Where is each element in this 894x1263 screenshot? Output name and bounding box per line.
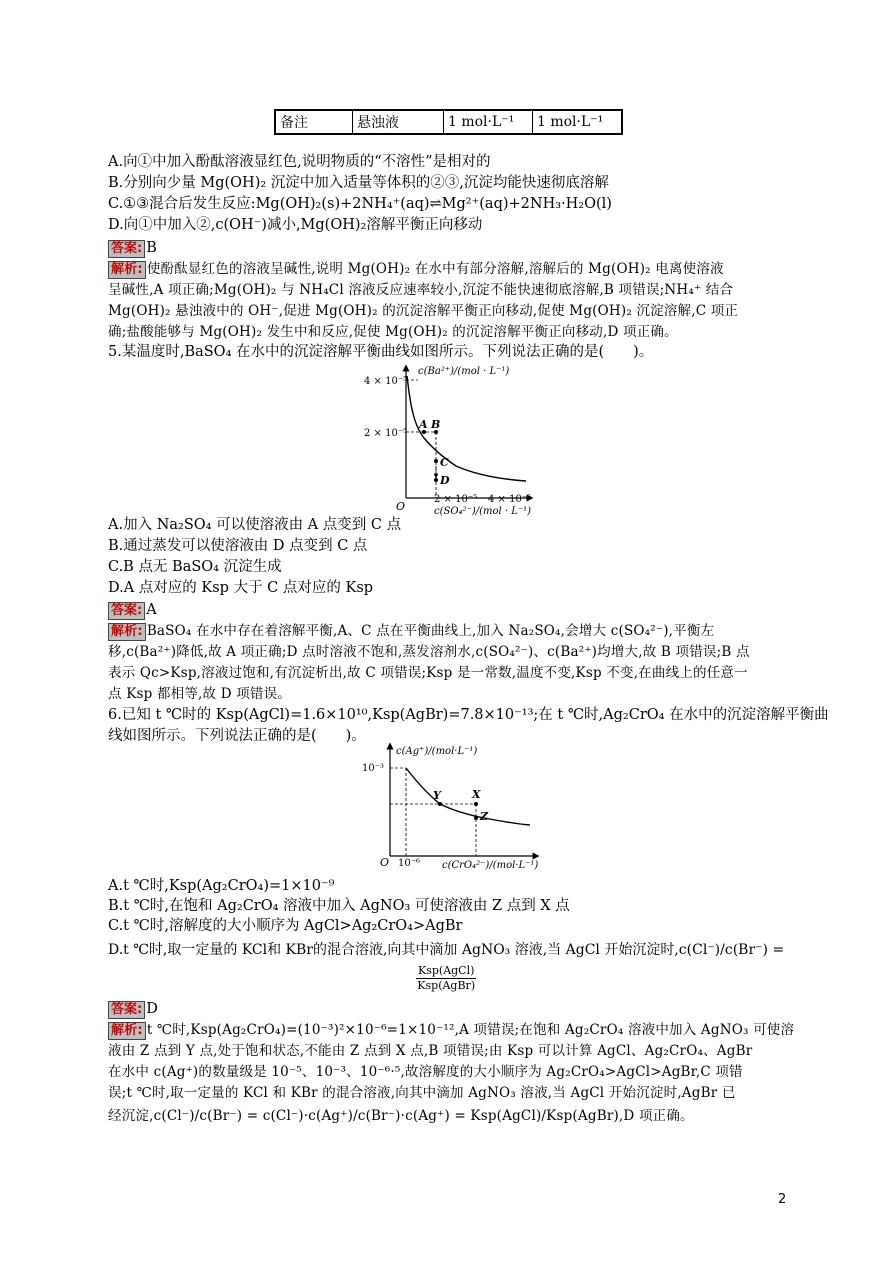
point-x xyxy=(474,802,478,806)
q6-answer xyxy=(108,999,158,1019)
y-axis-label: c(Ba²⁺)/(mol · L⁻¹) xyxy=(418,366,510,377)
q6-analysis-line-2: 液由 Z 点到 Y 点,处于饱和状态,不能由 Z 点到 X 点,B 项错误;由 Ksp 可以计算 AgCl、Ag₂CrO₄、AgBr xyxy=(108,1043,753,1059)
q4-option-a: A.向①中加入酚酞溶液显红色,说明物质的“不溶性”是相对的 xyxy=(108,154,491,170)
q4-option-b: B.分别向少量 Mg(OH)₂ 沉淀中加入适量等体积的②③,沉淀均能快速彻底溶解 xyxy=(108,175,609,191)
analysis-tag: 解析: xyxy=(108,1022,146,1040)
analysis-tag: 解析: xyxy=(108,261,146,279)
equilibrium-curve xyxy=(406,768,530,825)
q5-analysis-line-2: 移,c(Ba²⁺)降低,故 A 项正确;D 点时溶液不饱和,蒸发溶剂水,c(SO₄²⁻)、c(Ba²⁺)均增大,故 B 项错误;B 点 xyxy=(108,644,750,660)
table-row xyxy=(275,110,622,134)
origin-label: O xyxy=(380,856,390,869)
q5-answer xyxy=(108,600,157,620)
q6-analysis-line-5: 经沉淀,c(Cl⁻)/c(Br⁻) = c(Cl⁻)·c(Ag⁺)/c(Br⁻)·c(Ag⁺) = Ksp(AgCl)/Ksp(AgBr),D 项正确。 xyxy=(108,1108,694,1124)
q6-option-d-fraction xyxy=(416,964,476,993)
point-z xyxy=(474,816,478,820)
analysis-text: t ℃时,Ksp(Ag₂CrO₄)=(10⁻³)²×10⁻⁶=1×10⁻¹²,A 项错误;在饱和 Ag₂CrO₄ 溶液中加入 AgNO₃ 可使溶 xyxy=(146,1022,795,1038)
q5-option-a: A.加入 Na₂SO₄ 可以使溶液由 A 点变到 C 点 xyxy=(108,517,402,533)
answer-value: B xyxy=(146,240,157,256)
q5-analysis-line-3: 表示 Qc>Ksp,溶液过饱和,有沉淀析出,故 C 项错误;Ksp 是一常数,温度不变,Ksp 不变,在曲线上的任意一 xyxy=(108,665,748,681)
q6-option-a: A.t ℃时,Ksp(Ag₂CrO₄)=1×10⁻⁹ xyxy=(108,878,335,894)
analysis-tag: 解析: xyxy=(108,623,146,641)
y-axis-label: c(Ag⁺)/(mol·L⁻¹) xyxy=(396,746,478,757)
q4-analysis-line-3: Mg(OH)₂ 悬浊液中的 OH⁻,促进 Mg(OH)₂ 的沉淀溶解平衡正向移动,促使 Mg(OH)₂ 沉淀溶解,C 项正 xyxy=(108,303,739,319)
page-number: 2 xyxy=(778,1192,787,1207)
q5-analysis-line-1 xyxy=(108,621,714,641)
q5-stem: 5.某温度时,BaSO₄ 在水中的沉淀溶解平衡曲线如图所示。下列说法正确的是( )。 xyxy=(108,344,654,360)
q6-option-d: D.t ℃时,取一定量的 KCl和 KBr的混合溶液,向其中滴加 AgNO₃ 溶液,当 AgCl 开始沉淀时,c(Cl⁻)/c(Br⁻) = xyxy=(108,942,785,958)
point-label: D xyxy=(440,474,450,487)
y-tick-label: 2 × 10⁻⁵ xyxy=(364,428,408,439)
point-c xyxy=(434,459,438,463)
note-cell-conc-2: 1 mol·L⁻¹ xyxy=(444,110,533,134)
analysis-text: 使酚酞显红色的溶液呈碱性,说明 Mg(OH)₂ 在水中有部分溶解,溶解后的 Mg(OH)₂ 电离使溶液 xyxy=(146,261,724,277)
point-y xyxy=(438,802,442,806)
point-label: B xyxy=(431,418,441,431)
q6-stem-line-2: 线如图所示。下列说法正确的是( )。 xyxy=(108,728,366,744)
q6-option-c: C.t ℃时,溶解度的大小顺序为 AgCl>Ag₂CrO₄>AgBr xyxy=(108,918,463,934)
q5-graph xyxy=(358,362,538,520)
q4-option-c: C.①③混合后发生反应:Mg(OH)₂(s)+2NH₄⁺(aq)⇌Mg²⁺(aq)+2NH₃·H₂O(l) xyxy=(108,196,612,212)
fraction-numerator: Ksp(AgCl) xyxy=(418,964,475,977)
y-tick-label: 10⁻³ xyxy=(362,763,385,774)
x-tick-label: 10⁻⁶ xyxy=(398,858,421,869)
q4-analysis-line-4: 确;盐酸能够与 Mg(OH)₂ 发生中和反应,促使 Mg(OH)₂ 的沉淀溶解平衡正向移动,D 项正确。 xyxy=(108,324,678,340)
note-cell-state: 悬浊液 xyxy=(353,110,444,134)
answer-tag: 答案: xyxy=(108,1001,145,1019)
x-axis-label: c(SO₄²⁻)/(mol · L⁻¹) xyxy=(434,506,532,517)
q6-analysis-line-4: 误;t ℃时,取一定量的 KCl 和 KBr 的混合溶液,向其中滴加 AgNO₃ 溶液,当 AgCl 开始沉淀时,AgBr 已 xyxy=(108,1085,736,1101)
x-tick-label: 4 × 10⁻⁵ xyxy=(488,494,532,505)
q4-analysis-line-1 xyxy=(108,259,724,279)
q4-answer xyxy=(108,238,157,258)
note-table xyxy=(274,109,623,135)
point-label: C xyxy=(440,456,449,469)
q4-analysis-line-2: 呈碱性,A 项正确;Mg(OH)₂ 与 NH₄Cl 溶液反应速率较小,沉淀不能快速彻底溶解,B 项错误;NH₄⁺ 结合 xyxy=(108,282,734,298)
note-cell-label: 备注 xyxy=(275,110,353,134)
q4-option-d: D.向①中加入②,c(OH⁻)减小,Mg(OH)₂溶解平衡正向移动 xyxy=(108,217,483,233)
answer-tag: 答案: xyxy=(108,602,145,620)
q6-graph xyxy=(360,742,542,874)
q6-option-b: B.t ℃时,在饱和 Ag₂CrO₄ 溶液中加入 AgNO₃ 可使溶液由 Z 点到 X 点 xyxy=(108,898,570,914)
note-cell-conc-3: 1 mol·L⁻¹ xyxy=(533,110,623,134)
x-tick-label: 2 × 10⁻⁵ xyxy=(434,494,478,505)
q5-option-d: D.A 点对应的 Ksp 大于 C 点对应的 Ksp xyxy=(108,580,374,596)
analysis-text: BaSO₄ 在水中存在着溶解平衡,A、C 点在平衡曲线上,加入 Na₂SO₄,会增大 c(SO₄²⁻),平衡左 xyxy=(146,623,715,639)
point-label: X xyxy=(472,788,481,801)
q6-stem-line-1: 6.已知 t ℃时的 Ksp(AgCl)=1.6×10¹⁰,Ksp(AgBr)=7.8×10⁻¹³;在 t ℃时,Ag₂CrO₄ 在水中的沉淀溶解平衡曲 xyxy=(108,707,829,723)
q6-analysis-line-3: 在水中 c(Ag⁺)的数量级是 10⁻⁵、10⁻³、10⁻⁶·⁵,故溶解度的大小顺序为 Ag₂CrO₄>AgCl>AgBr,C 项错 xyxy=(108,1064,743,1080)
q6-analysis-line-1 xyxy=(108,1020,794,1040)
q5-analysis-line-4: 点 Ksp 都相等,故 D 项错误。 xyxy=(108,686,292,702)
point-label: Z xyxy=(480,810,489,823)
point-label: A xyxy=(419,418,428,431)
origin-label: O xyxy=(396,500,406,513)
answer-tag: 答案: xyxy=(108,240,145,258)
x-axis-label: c(CrO₄²⁻)/(mol·L⁻¹) xyxy=(442,860,539,871)
q5-option-c: C.B 点无 BaSO₄ 沉淀生成 xyxy=(108,559,282,575)
point-d xyxy=(434,478,438,482)
answer-value: D xyxy=(146,1001,158,1017)
q5-option-b: B.通过蒸发可以使溶液由 D 点变到 C 点 xyxy=(108,538,368,554)
fraction-denominator: Ksp(AgBr) xyxy=(417,979,476,992)
y-tick-label: 4 × 10⁻⁵ xyxy=(364,376,408,387)
point-label: Y xyxy=(433,789,441,802)
answer-value: A xyxy=(146,602,157,618)
